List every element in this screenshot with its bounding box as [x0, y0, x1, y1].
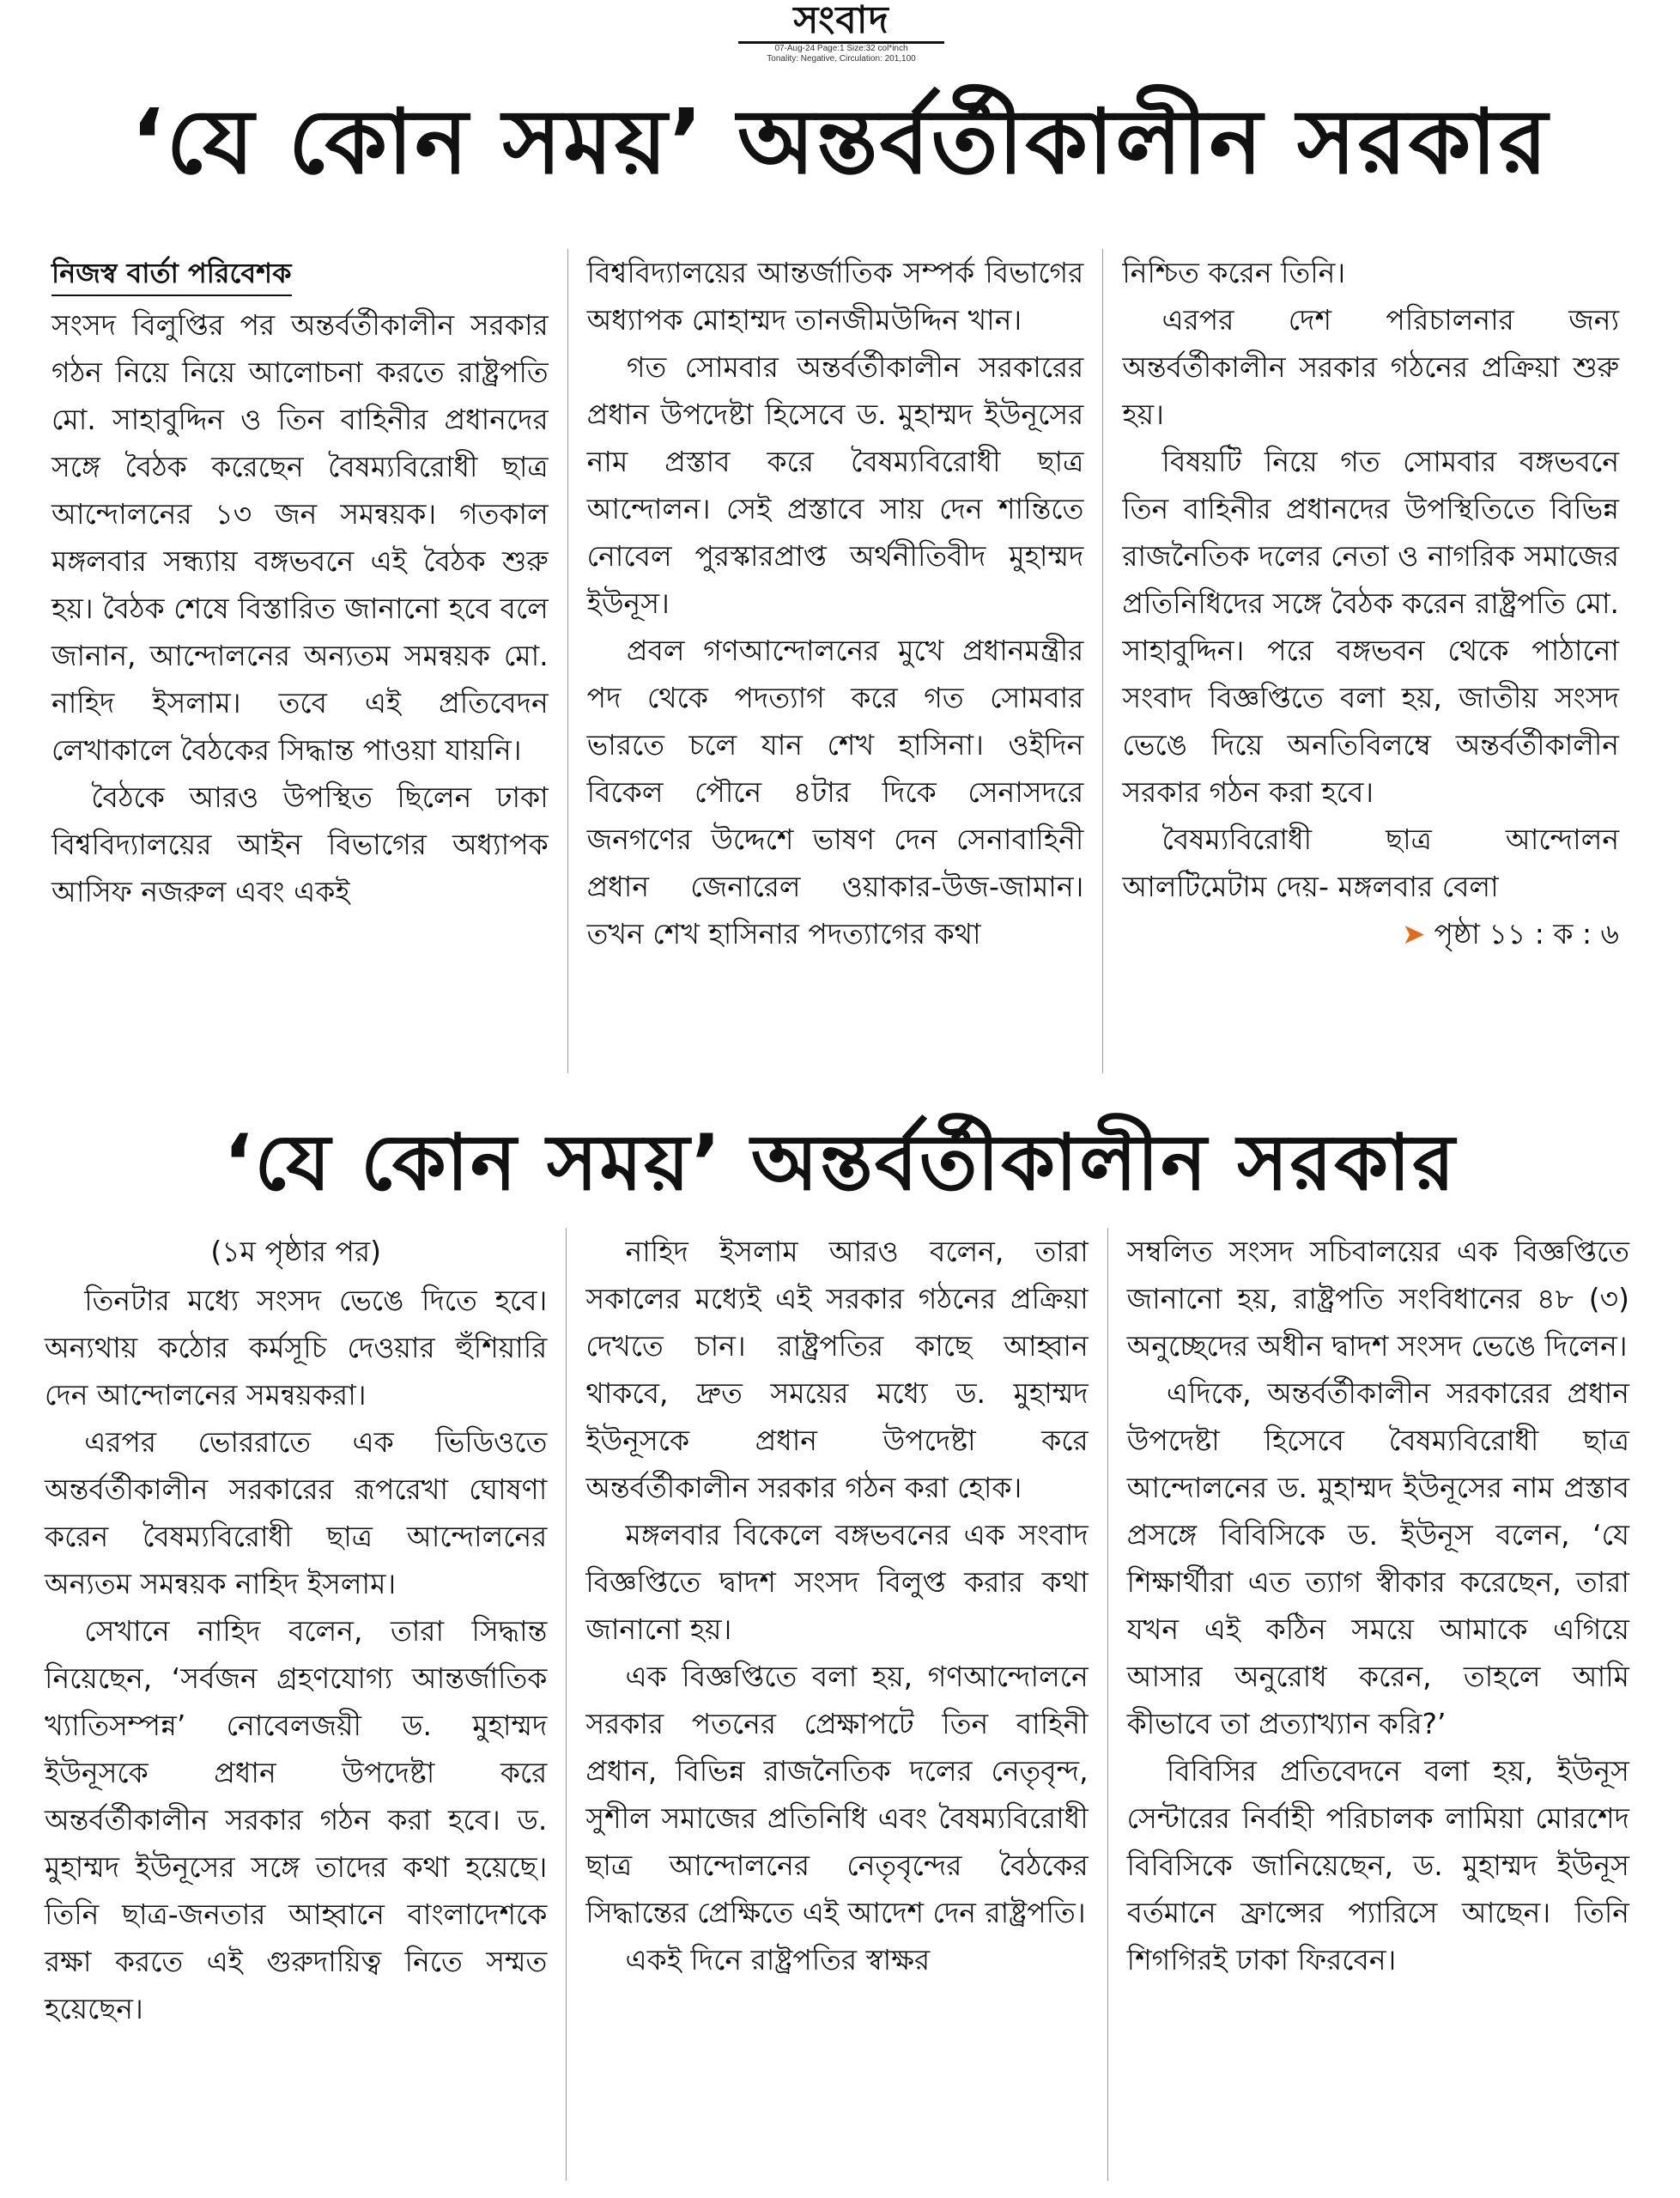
article-top-column-1	[33, 249, 567, 1073]
paragraph: বিষয়টি নিয়ে গত সোমবার বঙ্গভবনে তিন বাহিনীর প্রধানদের উপস্থিতিতে বিভিন্ন রাজনৈতিক দলের নেতা ও নাগরিক সমাজের প্রতিনিধিদের সঙ্গে বৈঠক করেন রাষ্ট্রপতি মো. সাহাবুদ্দিন। পরে বঙ্গভবন থেকে পাঠানো সংবাদ বিজ্ঞপ্তিতে বলা হয়, জাতীয় সংসদ ভেঙে দিয়ে অনতিবিলম্বে অন্তর্বর্তীকালীন সরকার গঠন করা হবে।	[1122, 445, 1620, 809]
paragraph: একই দিনে রাষ্ট্রপতির স্বাক্ষর	[625, 1943, 931, 1976]
article-top	[33, 249, 1638, 1073]
masthead	[738, 0, 944, 64]
paragraph: প্রবল গণআন্দোলনের মুখে প্রধানমন্ত্রীর পদ থেকে পদত্যাগ করে গত সোমবার ভারতে চলে যান শেখ হাসিনা। ওইদিন বিকেল পৌনে ৪টার দিকে সেনাসদরে জনগণের উদ্দেশে ভাষণ দেন সেনাবাহিনী প্রধান জেনারেল ওয়াকার-উজ-জামান। তখন শেখ হাসিনার পদত্যাগের কথা	[586, 634, 1084, 950]
article-bottom-column-1	[26, 1228, 566, 2181]
paragraph: সংসদ বিলুপ্তির পর অন্তর্বর্তীকালীন সরকার গঠন নিয়ে নিয়ে আলোচনা করতে রাষ্ট্রপতি মো. সাহাবুদ্দিন ও তিন বাহিনীর প্রধানদের সঙ্গে বৈঠক করেছেন বৈষম্যবিরোধী ছাত্র আন্দোলনের ১৩ জন সমন্বয়ক। গতকাল মঙ্গলবার সন্ধ্যায় বঙ্গভবনে এই বৈঠক শুরু হয়। বৈঠক শেষে বিস্তারিত জানানো হবে বলে জানান, আন্দোলনের অন্যতম সমন্বয়ক মো. নাহিদ ইসলাম। তবে এই প্রতিবেদন লেখাকালে বৈঠকের সিদ্ধান্ত পাওয়া যায়নি।	[52, 308, 549, 767]
article-bottom-column-2	[566, 1228, 1107, 2181]
paragraph: এরপর দেশ পরিচালনার জন্য অন্তর্বর্তীকালীন সরকার গঠনের প্রক্রিয়া শুরু হয়।	[1122, 303, 1620, 431]
paragraph: এদিকে, অন্তর্বর্তীকালীন সরকারের প্রধান উপদেষ্টা হিসেবে বৈষম্যবিরোধী ছাত্র আন্দোলনের ড. মুহাম্মদ ইউনূসের নাম প্রস্তাব প্রসঙ্গে বিবিসিকে ড. ইউনূস বলেন, ‘যে শিক্ষার্থীরা এত ত্যাগ স্বীকার করেছেন, তারা যখন এই কঠিন সময়ে আমাকে এগিয়ে আসার অনুরোধ করেন, তাহলে আমি কীভাবে তা প্রত্যাখ্যান করি?’	[1126, 1376, 1629, 1740]
arrow-right-icon: ➤	[1401, 917, 1426, 950]
paragraph: এরপর ভোররাতে এক ভিডিওতে অন্তর্বর্তীকালীন সরকারের রূপরেখা ঘোষণা করেন বৈষম্যবিরোধী ছাত্র আন্দোলনের অন্যতম সমন্বয়ক নাহিদ ইসলাম।	[45, 1425, 548, 1600]
paragraph: তিনটার মধ্যে সংসদ ভেঙে দিতে হবে। অন্যথায় কঠোর কর্মসূচি দেওয়ার হুঁশিয়ারি দেন আন্দোলনের সমন্বয়করা।	[45, 1284, 548, 1412]
article-top-column-3	[1102, 249, 1638, 1073]
paragraph: মঙ্গলবার বিকেলে বঙ্গভবনের এক সংবাদ বিজ্ঞপ্তিতে দ্বাদশ সংসদ বিলুপ্ত করার কথা জানানো হয়।	[585, 1518, 1089, 1646]
paragraph: বৈঠকে আরও উপস্থিত ছিলেন ঢাকা বিশ্ববিদ্যালয়ের আইন বিভাগের অধ্যাপক আসিফ নজরুল এবং একই	[52, 780, 549, 908]
paragraph: সম্বলিত সংসদ সচিবালয়ের এক বিজ্ঞপ্তিতে জানানো হয়, রাষ্ট্রপতি সংবিধানের ৪৮ (৩) অনুচ্ছেদের অধীন দ্বাদশ সংসদ ভেঙে দিলেন।	[1126, 1235, 1629, 1363]
paragraph: গত সোমবার অন্তর্বর্তীকালীন সরকারের প্রধান উপদেষ্টা হিসেবে ড. মুহাম্মদ ইউনূসের নাম প্রস্তাব করে বৈষম্যবিরোধী ছাত্র আন্দোলন। সেই প্রস্তাবে সায় দেন শান্তিতে নোবেল পুরস্কারপ্রাপ্ত অর্থনীতিবীদ মুহাম্মদ ইউনূস।	[586, 350, 1084, 620]
paragraph: এক বিজ্ঞপ্তিতে বলা হয়, গণআন্দোলনে সরকার পতনের প্রেক্ষাপটে তিন বাহিনী প্রধান, বিভিন্ন রাজনৈতিক দলের নেতৃবৃন্দ, সুশীল সমাজের প্রতিনিধি এবং বৈষম্যবিরোধী ছাত্র আন্দোলনের নেতৃবৃন্দের বৈঠকের সিদ্ধান্তের প্রেক্ষিতে এই আদেশ দেন রাষ্ট্রপতি।	[585, 1660, 1089, 1929]
clipping-meta-line: 07-Aug-24 Page:1 Size:32 col*inch	[774, 44, 908, 53]
paragraph: নাহিদ ইসলাম আরও বলেন, তারা সকালের মধ্যেই এই সরকার গঠনের প্রক্রিয়া দেখতে চান। রাষ্ট্রপতির কাছে আহ্বান থাকবে, দ্রুত সময়ের মধ্যে ড. মুহাম্মদ ইউনূসকে প্রধান উপদেষ্টা করে অন্তর্বর্তীকালীন সরকার গঠন করা হোক।	[585, 1235, 1089, 1504]
paragraph: বিবিসির প্রতিবেদনে বলা হয়, ইউনূস সেন্টারের নির্বাহী পরিচালক লামিয়া মোরশেদ বিবিসিকে জানিয়েছেন, ড. মুহাম্মদ ইউনূস বর্তমানে ফ্রান্সের প্যারিসে আছেন। তিনি শিগগিরই ঢাকা ফিরবেন।	[1126, 1754, 1629, 1976]
paragraph: সেখানে নাহিদ বলেন, তারা সিদ্ধান্ত নিয়েছেন, ‘সর্বজন গ্রহণযোগ্য আন্তর্জাতিক খ্যাতিসম্পন্ন’ নোবেলজয়ী ড. মুহাম্মদ ইউনূসকে প্রধান উপদেষ্টা করে অন্তর্বর্তীকালীন সরকার গঠন করা হবে। ড. মুহাম্মদ ইউনূসের সঙ্গে তাদের কথা হয়েছে। তিনি ছাত্র-জনতার আহ্বানে বাংলাদেশকে রক্ষা করতে এই গুরুদায়িত্ব নিতে সম্মত হয়েছেন।	[45, 1614, 548, 2025]
paragraph: বিশ্ববিদ্যালয়ের আন্তর্জাতিক সম্পর্ক বিভাগের অধ্যাপক মোহাম্মদ তানজীমউদ্দিন খান।	[586, 256, 1084, 337]
continued-from-label: (১ম পৃষ্ঠার পর)	[210, 1235, 381, 1268]
jump-reference[interactable]	[1122, 910, 1619, 957]
newspaper-logo: সংবাদ	[738, 0, 944, 44]
paragraph: বৈষম্যবিরোধী ছাত্র আন্দোলন আলটিমেটাম দেয়- মঙ্গলবার বেলা	[1122, 823, 1620, 903]
article-bottom-column-3	[1107, 1228, 1648, 2181]
jump-label: পৃষ্ঠা ১১ : ক : ৬	[1434, 917, 1620, 950]
main-headline: ‘যে কোন সময়’ অন্তর্বর্তীকালীন সরকার	[130, 89, 1550, 194]
article-bottom	[26, 1228, 1648, 2181]
continuation-headline: ‘যে কোন সময়’ অন্তর্বর্তীকালীন সরকার	[223, 1118, 1457, 1208]
paragraph: নিশ্চিত করেন তিনি।	[1122, 256, 1346, 289]
clipping-meta-line: Tonality: Negative, Circulation: 201,100	[767, 54, 916, 64]
article-top-column-2	[567, 249, 1103, 1073]
byline: নিজস্ব বার্তা পরিবেশক	[52, 252, 292, 296]
